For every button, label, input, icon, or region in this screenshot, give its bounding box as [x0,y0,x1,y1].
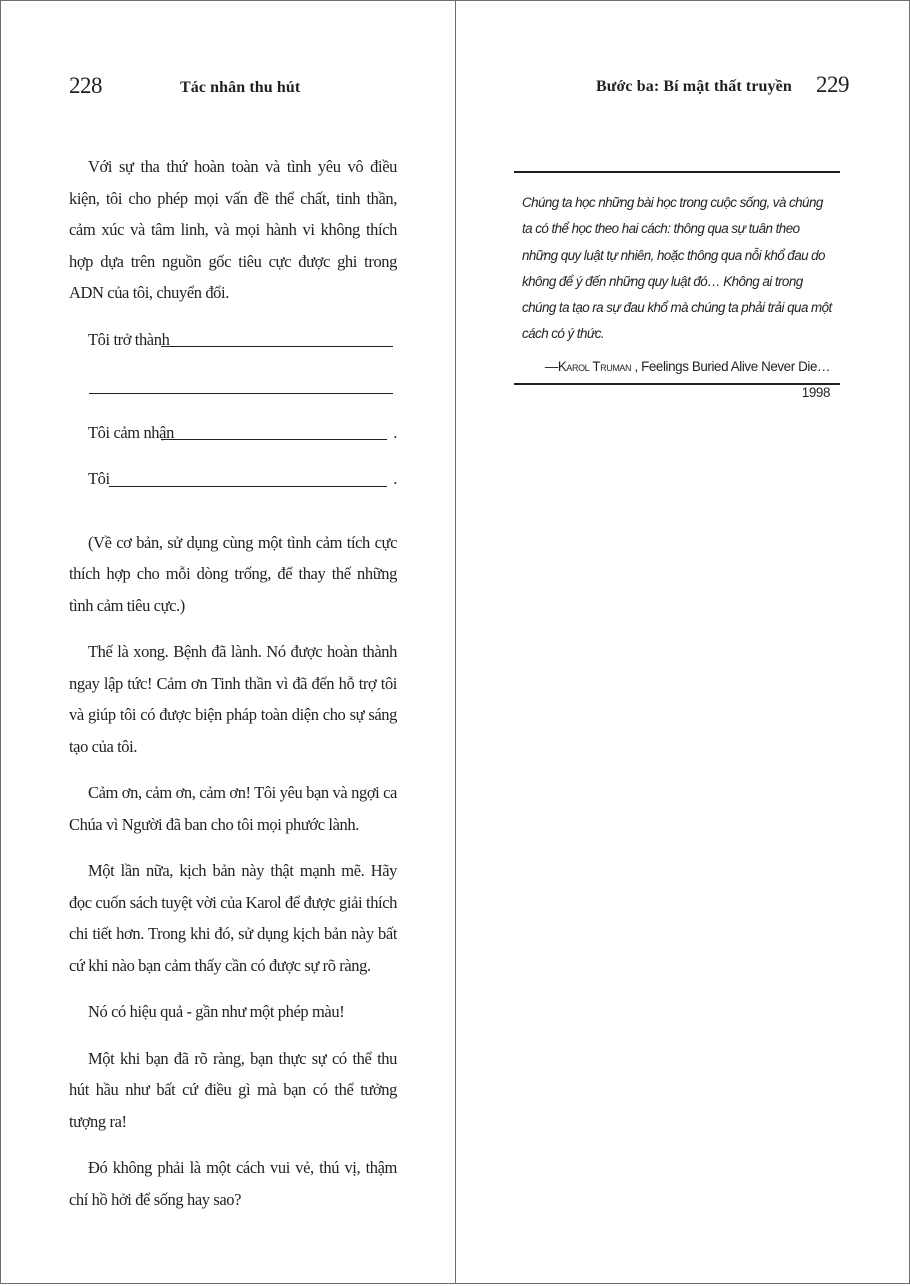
page-number-left: 228 [69,73,102,98]
paragraph: Một khi bạn đã rõ ràng, bạn thực sự có thể thu hút hầu như bất cứ điều gì mà bạn có thể tưởng tượng ra! [69,1048,397,1131]
attribution-author: Karol Truman [557,358,632,374]
blank-line-i [69,463,397,495]
blank-rule [161,346,393,347]
blank-line-become [69,324,397,356]
paragraph: (Về cơ bản, sử dụng cùng một tình cảm tích cực thích hợp cho mỗi dòng trống, để thay thế những tình cảm tiêu cực.) [69,532,397,615]
blank-label-feel: Tôi cảm nhận [88,422,174,442]
quote-attribution [522,354,832,407]
running-head-left: Tác nhân thu hút [180,79,301,96]
blank-line-continuation [69,370,397,402]
paragraph: Nó có hiệu quả - gần như một phép màu! [88,1002,345,1021]
blank-rule [89,393,393,394]
intro-paragraph: Với sự tha thứ hoàn toàn và tình yêu vô điều kiện, tôi cho phép mọi vấn đề thể chất, tinh thần, cảm xúc và tâm linh, và mọi hành vi không thích hợp dựa trên nguồn gốc tiêu cực được ghi trong ADN của tôi, chuyển đổi. [69,157,397,302]
paragraph: Một lần nữa, kịch bản này thật mạnh mẽ. Hãy đọc cuốn sách tuyệt vời của Karol để được giải thích chi tiết hơn. Trong khi đó, sử dụng kịch bản này bất cứ khi nào bạn cảm thấy cần có được sự rõ ràng. [69,861,397,975]
quote-bottom-rule [514,383,840,385]
attribution-work: , Feelings Buried Alive Never Die… 1998 [631,358,830,401]
paragraph: Đó không phải là một cách vui vẻ, thú vị, thậm chí hồ hởi để sống hay sao? [69,1158,397,1209]
attribution-dash: — [544,358,558,374]
blank-line-feel [69,417,397,449]
running-head-right: Bước ba: Bí mật thất truyền [596,78,792,95]
blank-dot: . [393,422,397,442]
quote-top-rule [514,171,840,173]
blank-dot: . [393,469,397,488]
paragraph: Thế là xong. Bệnh đã lành. Nó được hoàn thành ngay lập tức! Cảm ơn Tinh thần vì đã đến hỗ trợ tôi và giúp tôi có được biện pháp toàn diện cho sự sáng tạo của tôi. [69,642,397,756]
epigraph-quote [522,190,832,406]
blank-rule [109,486,387,487]
blank-label-become: Tôi trở thành [88,329,170,349]
page-number-right: 229 [816,72,849,97]
quote-text: Chúng ta học những bài học trong cuộc sống, và chúng ta có thể học theo hai cách: thông qua sự tuân theo những quy luật tự nhiên, hoặc thông qua nỗi khổ đau do không để ý đến những quy luật đó… Không ai trong chúng ta tạo ra sự đau khổ mà chúng ta phải trải qua một cách có ý thức. [522,195,832,342]
body-text-left [69,151,397,1230]
blank-label-i: Tôi [88,469,110,488]
blank-rule [161,439,387,440]
paragraph: Cảm ơn, cảm ơn, cảm ơn! Tôi yêu bạn và ngợi ca Chúa vì Người đã ban cho tôi mọi phước lành. [69,783,397,834]
